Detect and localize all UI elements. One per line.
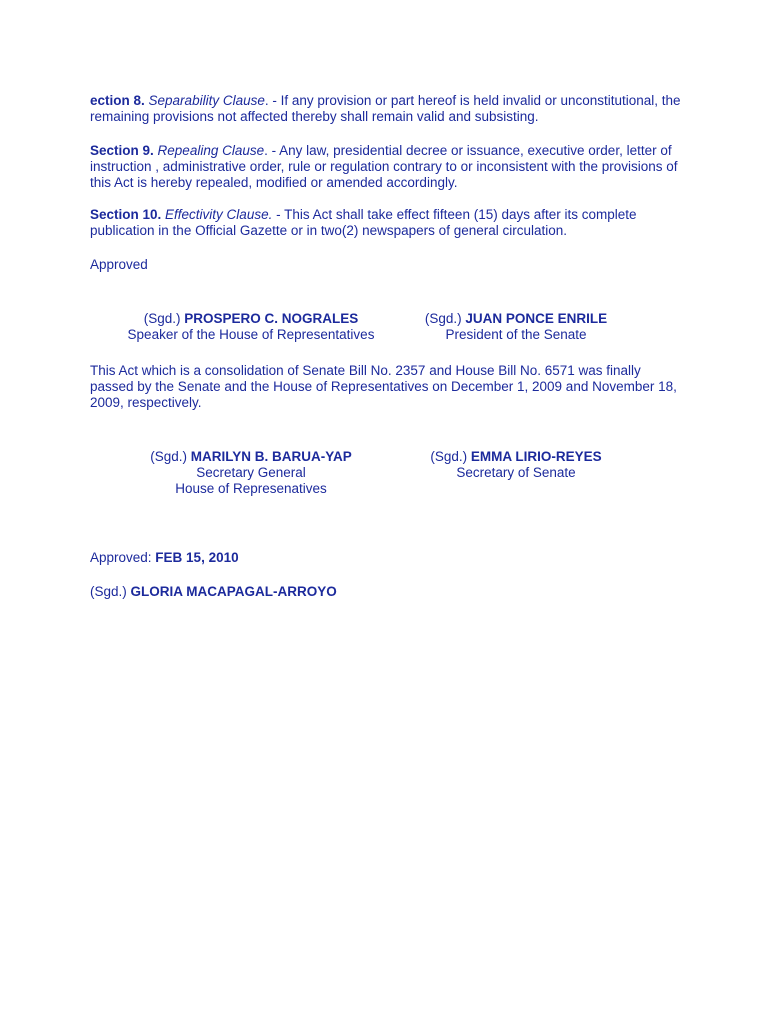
consolidation-paragraph: This Act which is a consolidation of Senate Bill No. 2357 and House Bill No. 6571 was finally passed by the Senate and the House of Representatives on December 1, 2009 and November 18, 2009, respectively. bbox=[90, 363, 677, 410]
signatory-title: President of the Senate bbox=[445, 327, 587, 342]
sgd-label: (Sgd.) bbox=[424, 311, 466, 326]
sgd-label: (Sgd.) bbox=[150, 449, 191, 464]
signatory-name: EMMA LIRIO-REYES bbox=[470, 449, 602, 464]
final-approval bbox=[90, 550, 239, 566]
signatory-secretary-senate bbox=[396, 449, 636, 481]
signatory-secretary-general bbox=[111, 449, 391, 497]
section-body: - This Act shall take effect fifteen (15) days after its complete publication in the Official Gazette or in two(2) newspapers of general circulation. bbox=[90, 207, 637, 238]
section-title: Effectivity Clause. bbox=[165, 207, 273, 222]
approved-label: Approved bbox=[90, 257, 148, 272]
section-body: . - If any provision or part hereof is held invalid or unconstitutional, the remaining provisions not affected thereby shall remain valid and subsisting. bbox=[90, 93, 681, 124]
approval-date: FEB 15, 2010 bbox=[155, 550, 239, 565]
signatory-name: JUAN PONCE ENRILE bbox=[465, 311, 608, 326]
signatory-line bbox=[396, 449, 636, 465]
president-signature bbox=[90, 584, 337, 600]
signatory-line bbox=[111, 449, 391, 465]
section-title: Repealing Clause bbox=[157, 143, 265, 158]
signatory-name: PROSPERO C. NOGRALES bbox=[184, 311, 359, 326]
section-title: Separability Clause bbox=[148, 93, 265, 108]
sgd-label: (Sgd.) bbox=[143, 311, 185, 326]
section-number: ection 8. bbox=[90, 93, 145, 108]
section-9 bbox=[90, 143, 682, 191]
signatory-line bbox=[111, 311, 391, 327]
section-body: . - Any law, presidential decree or issuance, executive order, letter of instruction , administrative order, rule or regulation contrary to or inconsistent with the provisions of this Act is hereby repealed, modified or amended accordingly. bbox=[90, 143, 678, 190]
signatory-senate-president bbox=[396, 311, 636, 343]
section-number: Section 10. bbox=[90, 207, 162, 222]
signatory-title: Secretary of Senate bbox=[456, 465, 576, 480]
section-10 bbox=[90, 207, 650, 239]
sgd-label: (Sgd.) bbox=[430, 449, 471, 464]
section-number: Section 9. bbox=[90, 143, 154, 158]
section-8 bbox=[90, 93, 682, 125]
signatory-title: Secretary General bbox=[196, 465, 306, 480]
sgd-label: (Sgd.) bbox=[90, 584, 131, 599]
signatory-title: Speaker of the House of Representatives bbox=[127, 327, 375, 342]
signatory-line bbox=[396, 311, 636, 327]
president-name: GLORIA MACAPAGAL-ARROYO bbox=[130, 584, 337, 599]
signatory-speaker bbox=[111, 311, 391, 343]
signatory-title: House of Represenatives bbox=[175, 481, 327, 496]
approval-label: Approved: bbox=[90, 550, 156, 565]
signatory-name: MARILYN B. BARUA-YAP bbox=[190, 449, 352, 464]
